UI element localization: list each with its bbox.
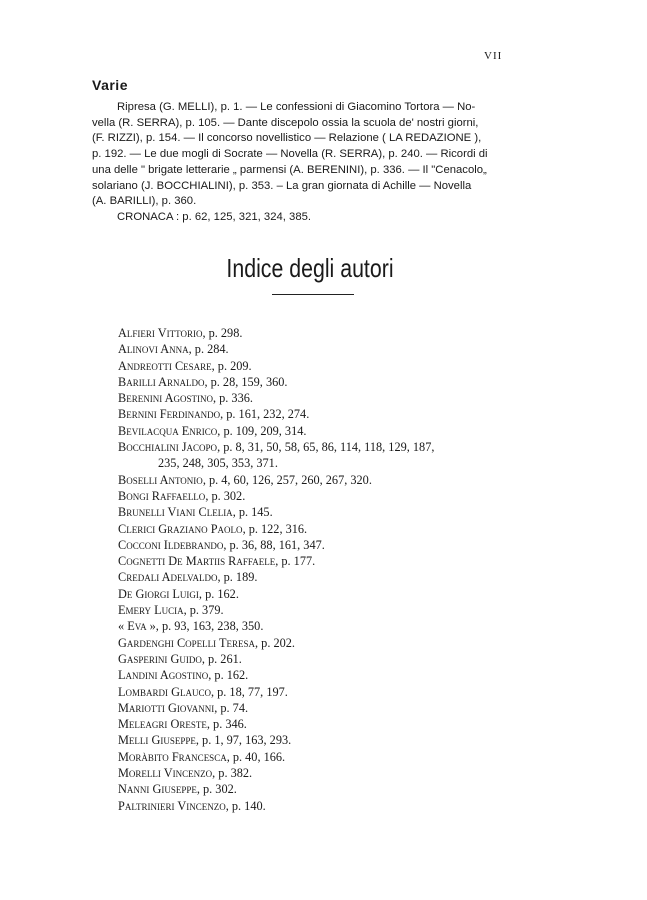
author-name: De Giorgi Luigi [118,586,199,601]
author-entry [118,781,558,797]
varie-body [92,100,544,226]
author-name: Boselli Antonio [118,472,203,487]
author-name: Barilli Arnaldo [118,374,205,389]
page-number: VII [484,50,503,62]
author-name: Nanni Giuseppe [118,782,197,797]
varie-line: solariano (J. BOCCHIALINI), p. 353. – La gran giornata di Achille — Novella [92,179,472,192]
author-name: Landini Agostino [118,668,209,683]
author-entry [118,602,558,618]
author-pages: , p. 298. [202,326,243,340]
author-name: Cognetti De Martiis Raffaele [118,554,276,569]
author-entry [118,374,558,390]
author-pages: , p. 161, 232, 274. [220,407,310,422]
author-pages: , p. 122, 316. [242,521,308,536]
author-pages: , p. 284. [188,342,229,357]
author-entry [118,684,558,700]
index-title: Indice degli autori [226,253,394,283]
author-pages: , p. 93, 163, 238, 350. [155,619,264,634]
author-entry [118,521,558,537]
author-entry [118,569,558,585]
author-entry [118,325,558,341]
author-name: Bernini Ferdinando [118,407,221,422]
author-pages: , p. 109, 209, 314. [217,423,307,438]
author-pages-continuation: 235, 248, 305, 353, 371. [158,456,278,471]
author-pages: , p. 302. [196,782,237,797]
author-name: Mariotti Giovanni [118,700,215,715]
varie-line: (A. BARILLI), p. 360. [92,195,197,208]
author-entry [118,439,558,455]
varie-line: una delle " brigate letterarie „ parmensi (A. BERENINI), p. 336. — Il "Cenacolo„ [92,163,487,176]
author-pages: , p. 162. [198,586,239,601]
author-pages: , p. 209. [211,358,252,373]
author-pages: , p. 8, 31, 50, 58, 65, 86, 114, 118, 129, 187, [217,440,435,455]
author-name: Brunelli Viani Clelia [118,505,233,520]
author-name: Morelli Vincenzo [118,766,213,781]
author-pages: , p. 379. [183,603,224,618]
author-pages: , p. 202. [255,635,295,650]
author-entry [118,651,558,667]
author-pages: , p. 302. [205,488,246,503]
author-entry [118,358,558,374]
author-entry [118,749,558,765]
author-name: Berenini Agostino [118,391,213,406]
author-entry [118,732,558,748]
author-pages: , p. 382. [212,766,253,781]
author-pages: , p. 145. [232,505,273,520]
author-name: Bevilacqua Enrico [118,423,218,438]
author-entry [118,765,558,781]
author-list [118,325,558,814]
author-entry [118,716,558,732]
author-entry [118,798,558,814]
author-entry [118,618,558,634]
title-rule [272,294,354,295]
author-name: Bocchialini Jacopo [118,440,218,455]
author-pages: , p. 346. [206,717,247,732]
varie-line: vella (R. SERRA), p. 105. — Dante discepolo ossia la scuola de' nostri giorni, [92,116,479,129]
author-entry [118,553,558,569]
author-entry [118,341,558,357]
author-pages: , p. 36, 88, 161, 347. [223,537,325,552]
author-name: Gardenghi Copelli Teresa [118,635,256,650]
author-name: Andreotti Cesare [118,358,212,373]
author-entry [118,472,558,488]
author-entry [118,635,558,651]
author-name: Alfieri Vittorio [118,326,203,340]
author-pages: , p. 336. [212,391,253,406]
varie-line: CRONACA : p. 62, 125, 321, 324, 385. [117,210,312,223]
varie-line: Ripresa (G. MELLI), p. 1. — Le confessioni di Giacomino Tortora — No- [117,101,476,113]
author-pages: , p. 189. [217,570,258,585]
author-entry [118,700,558,716]
author-pages: , p. 261. [201,651,242,666]
author-pages: , p. 162. [208,668,249,683]
author-name: Lombardi Glauco [118,684,211,699]
author-name: Emery Lucia [118,603,184,618]
author-pages: , p. 140. [225,798,266,813]
author-name: Melli Giuseppe [118,733,196,748]
author-entry [118,537,558,553]
author-entry [118,423,558,439]
author-pages: , p. 177. [275,554,316,569]
author-name: « Eva » [118,619,156,634]
author-name: Cocconi Ildebrando [118,537,224,552]
author-name: Moràbito Francesca [118,749,227,764]
author-entry [118,390,558,406]
varie-heading: Varie [92,77,128,93]
author-pages: , p. 74. [214,700,249,715]
author-pages: , p. 40, 166. [226,749,286,764]
author-name: Meleagri Oreste [118,717,207,732]
varie-line: (F. RIZZI), p. 154. — Il concorso novellistico — Relazione ( LA REDAZIONE ), [92,132,482,145]
author-name: Alinovi Anna [118,342,189,357]
author-name: Credali Adelvaldo [118,570,218,585]
author-entry [118,488,558,504]
author-name: Gasperini Guido [118,651,202,666]
author-entry [118,504,558,520]
author-entry [118,406,558,422]
author-pages: , p. 28, 159, 360. [204,374,288,389]
author-pages: , p. 18, 77, 197. [210,684,288,699]
author-entry [118,586,558,602]
author-pages: , p. 1, 97, 163, 293. [195,733,292,748]
author-entry [118,667,558,683]
author-pages: , p. 4, 60, 126, 257, 260, 267, 320. [202,472,372,487]
author-name: Clerici Graziano Paolo [118,521,243,536]
author-name: Paltrinieri Vincenzo [118,798,226,813]
author-name: Bongi Raffaello [118,488,206,503]
varie-line: p. 192. — Le due mogli di Socrate — Novella (R. SERRA), p. 240. — Ricordi di [92,148,488,161]
